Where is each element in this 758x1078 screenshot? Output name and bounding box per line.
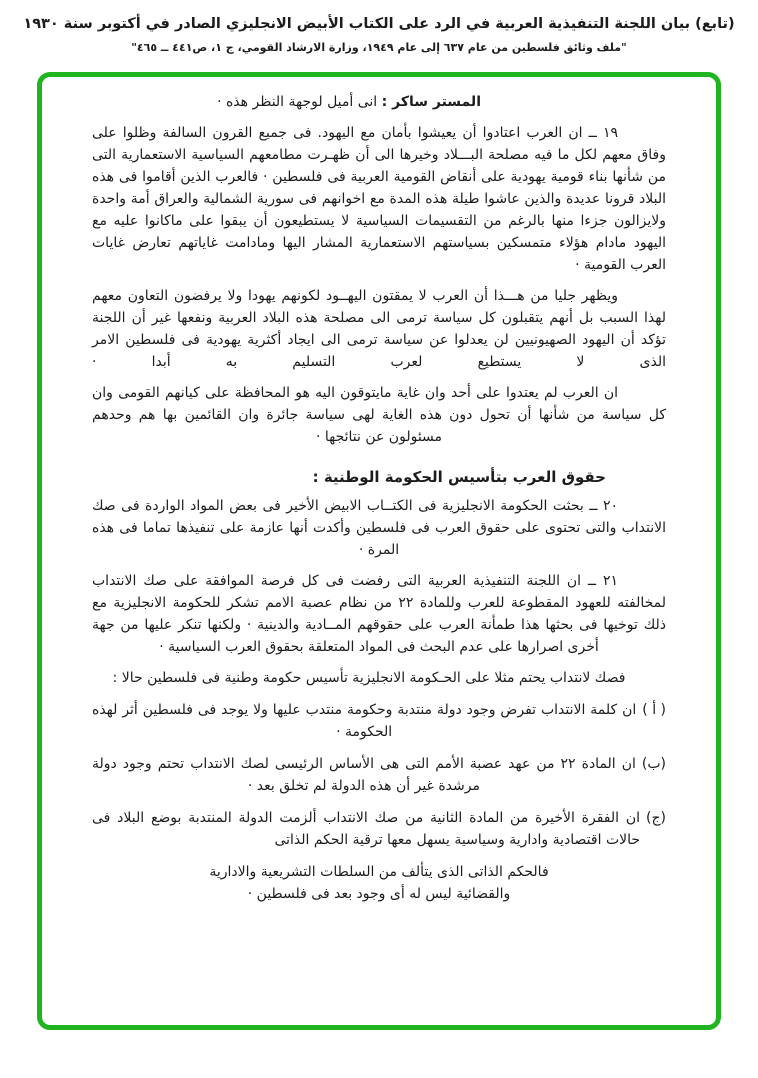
paragraph-21: ٢١ ــ ان اللجنة التنفيذية العربية التى رفضت فى كل فرصة الموافقة على صك الانتداب لمخالفته للعهود المقطوعة للعرب وللمادة ٢٢ من نظام عصبة الامم تشكر للحكومة الانجليزية مع ذلك توخيها فى بحثها هذا طمأنة العرب على حقوقهم المــادية والدينية · ولكنها تنكر عليها من جهة أخرى اصرارها على عدم البحث فى المواد المتعلقة بحقوق العرب السياسية ·: [92, 573, 666, 655]
paragraph-20: ٢٠ ــ بحثت الحكومة الانجليزية فى الكتــاب الابيض الأخير فى بعض المواد الواردة فى صك الانتداب والتى تحتوى على حقوق العرب فى فلسطين وأكدت أنها عازمة على تنفيذها تماما فى هذه المرة ·: [92, 498, 666, 558]
item-marker-a: ( أ ): [642, 702, 666, 718]
paragraph-jews-relations: ويظهر جليا من هـــذا أن العرب لا يمقتون اليهــود لكونهم يهودا ولا يرفضون التعاون معهم لهذا السبب بل أنهم يتقبلون كل سياسة ترمى الى مصلحة هذه البلاد العربية ونفعها غير أن اللجنة تؤكد أن اليهود الصهيونيين لن يعدلوا عن سياسة ترمى الى ايجاد أكثرية يهودية فى فلسطين الامر الذى لا يستطيع لعرب التسليم به أبدا ·: [92, 288, 666, 370]
item-text-c: ان الفقرة الأخيرة من المادة الثانية من صك الانتداب ألزمت الدولة المنتدبة بوضع البلاد فى حالات اقتصادية وادارية وسياسية يسهل معها ترقية الحكم الذاتى: [92, 810, 641, 848]
speaker-statement: انى أميل لوجهة النظر هذه ·: [217, 94, 378, 110]
section-heading-arab-rights: حقوق العرب بتأسيس الحكومة الوطنية :: [312, 468, 606, 486]
item-text-a: ان كلمة الانتداب تفرض وجود دولة منتدبة وحكومة منتدب عليها ولا يوجد فى فلسطين أثر لهذه الحكومة ·: [92, 702, 637, 740]
item-marker-b: (ب): [641, 756, 666, 772]
content-frame: [37, 72, 721, 1030]
paragraph-19: ١٩ ــ ان العرب اعتادوا أن يعيشوا بأمان مع اليهود. فى جميع القرون السالفة وظلوا على وفاق معهم لكل ما فيه مصلحة البـــلاد وخيرها الى أن ظهـرت مطامعهم السياسية الاستعمارية التى من شأنها بناء قومية يهودية على أنقاض القومية العربية فى فلسطين · فالعرب الذين أقاموا فى هذه البلاد قرونا عديدة والذين عاشوا طيلة هذه المدة مع اخوانهم فى سورية الشمالية والعراق أمة واحدة ولايزالون جزءا منها بالرغم من التقسيمات السياسية لا يستطيعون أن يبقوا على ماكانوا عليه مع اليهود مادام هؤلاء متمسكين بسياستهم الاستعمارية المشار اليها ومادامت غاياتهم تعارض غايات العرب القومية ·: [92, 125, 666, 273]
mandate-item-c: [92, 807, 666, 851]
paragraph-self-rule-closing: فالحكم الذاتى الذى يتألف من السلطات التشريعية والادارية والقضائية ليس له أى وجود بعد فى فلسطين ·: [209, 864, 549, 902]
mandate-item-a: [92, 699, 666, 743]
paragraph-no-aggression: ان العرب لم يعتدوا على أحد وان غاية مايتوقون اليه هو المحافظة على كيانهم القومى وان كل سياسة من شأنها أن تحول دون هذه الغاية لهى سياسة جائرة وان القائمين بها هم وحدهم مسئولون عن نتائجها ·: [92, 385, 666, 445]
speaker-name: المستر ساكر :: [381, 94, 481, 110]
page-header: [0, 0, 758, 54]
mandate-item-b: [92, 753, 666, 797]
paragraph-mandate-obligation: فصك لانتداب يحتم مثلا على الحـكومة الانجليزية تأسيس حكومة وطنية فى فلسطين حالا :: [112, 670, 626, 686]
document-title: (تابع) بيان اللجنة التنفيذية العربية في الرد على الكتاب الأبيض الانجليزي الصادر في أكتوبر سنة ١٩٣٠: [23, 16, 735, 32]
item-text-b: ان المادة ٢٢ من عهد عصبة الأمم التى هى الأساس الرئيسى لصك الانتداب تحتم وجود دولة مرشدة غير أن هذه الدولة لم تخلق بعد ·: [92, 756, 636, 794]
document-source-line: "ملف وثائق فلسطين من عام ٦٣٧ إلى عام ١٩٤٩، وزارة الارشاد القومي، ج ١، ص٤٤١ ــ ٤٦٥": [131, 41, 627, 54]
item-marker-c: (ج): [646, 810, 666, 826]
speaker-line: [92, 91, 481, 113]
